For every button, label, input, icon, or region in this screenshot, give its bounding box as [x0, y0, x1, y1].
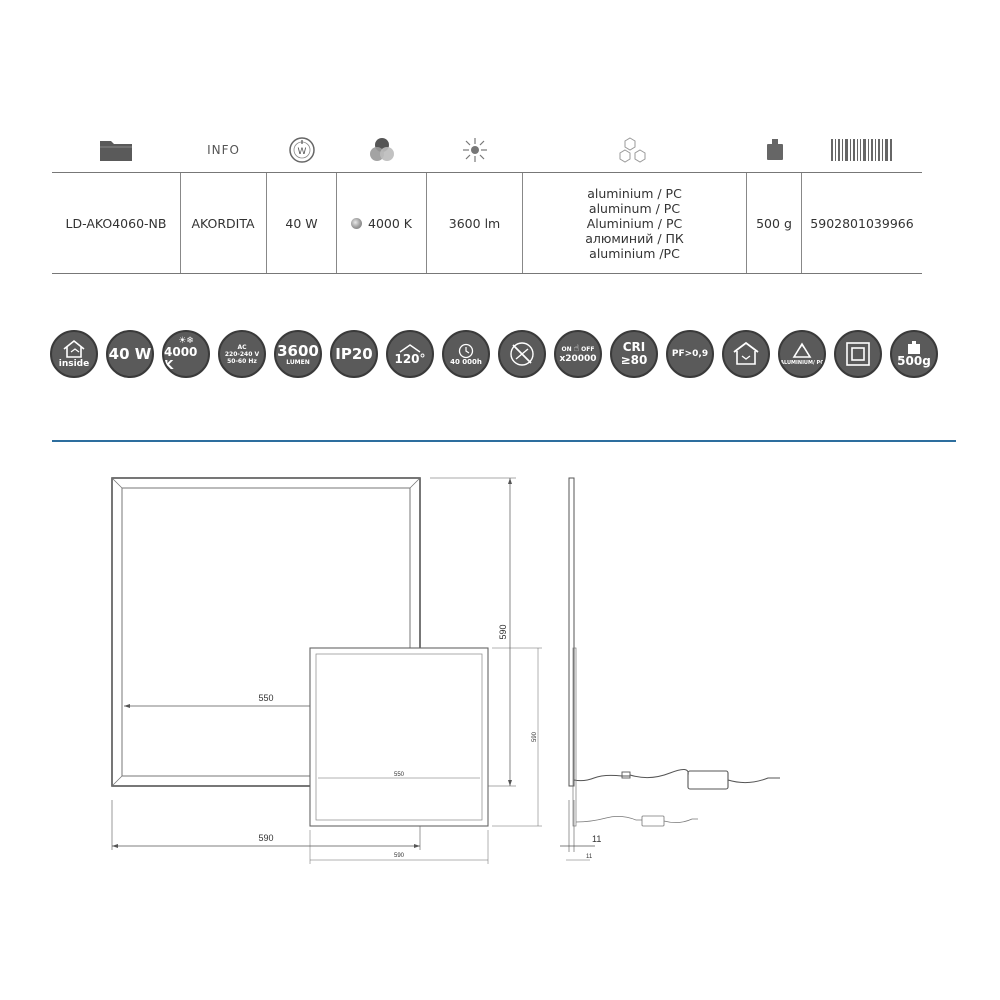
side-view-small [566, 648, 698, 860]
dim-label-550: 550 [258, 693, 274, 703]
no-dimming-badge [498, 330, 546, 378]
front-view-small [310, 648, 542, 864]
recessed-house-icon [732, 341, 760, 367]
ac-label: AC [237, 343, 247, 351]
ip-badge-label: IP20 [335, 345, 373, 363]
power-factor-badge [666, 330, 714, 378]
power-badge-label: 40 W [108, 345, 152, 363]
house-icon [61, 339, 87, 359]
cell-lumen [427, 173, 523, 273]
luminous-flux-icon [461, 136, 489, 164]
product-name: AKORDITA [191, 215, 255, 231]
recycle-icon [791, 342, 813, 360]
header-material [523, 128, 747, 172]
switch-off-label: OFF [581, 345, 595, 353]
section-divider [52, 440, 956, 442]
cct-badge [162, 330, 210, 378]
cell-info [180, 173, 267, 273]
lumen-badge-value: 3600 [277, 341, 319, 360]
cri-label: CRI [622, 340, 646, 354]
dim-label-11: 11 [592, 834, 602, 844]
frequency-label: 50-60 Hz [227, 357, 257, 365]
material-badge [778, 330, 826, 378]
barcode-icon [831, 139, 893, 161]
recessed-badge [722, 330, 770, 378]
switch-on-label: ON [561, 345, 572, 353]
header-lumen [427, 128, 523, 172]
side-view-large [560, 478, 780, 852]
cell-power [267, 173, 337, 273]
connector [622, 772, 630, 778]
material-line: aluminum / PC [588, 200, 681, 216]
beam-angle-icon [398, 343, 422, 353]
small-driver-box [642, 816, 664, 826]
material-line: Aluminium / PC [586, 215, 683, 231]
svg-text:W: W [297, 147, 307, 157]
small-dim-label-590-v: 590 [532, 731, 538, 743]
driver-box [688, 771, 728, 789]
small-dim-label-550: 550 [393, 772, 405, 778]
dim-label-590-v: 590 [498, 624, 508, 640]
material-line: aluminium / PC [587, 185, 682, 201]
color-temperature-icon [367, 136, 397, 164]
material-badge-label: ALUMINIUM/ PC [780, 360, 824, 366]
no-dimming-icon [507, 339, 537, 369]
hand-icon: ☝ [573, 344, 580, 354]
header-info [180, 128, 267, 172]
cct-value: 4000 K [368, 215, 412, 231]
table-row [52, 172, 922, 274]
dim-label-590-h: 590 [258, 833, 274, 843]
power-badge [106, 330, 154, 378]
table-header-row [52, 128, 922, 172]
power-factor-label: PF>0,9 [671, 349, 709, 359]
beam-angle-badge [386, 330, 434, 378]
double-insulation-icon [844, 340, 872, 368]
cct-badge-label: 4000 K [164, 345, 198, 372]
cri-badge [610, 330, 658, 378]
cell-code [52, 173, 181, 273]
weight-value: 500 g [756, 215, 792, 231]
voltage-label: 220-240 V [224, 350, 260, 358]
indoor-icon [50, 330, 98, 378]
lifetime-label: 40 000h [450, 357, 482, 366]
power-value: 40 W [285, 215, 318, 231]
lumen-value: 3600 lm [448, 215, 501, 231]
voltage-badge [218, 330, 266, 378]
cell-ean [802, 173, 922, 273]
beam-angle-label: 120° [394, 351, 426, 366]
cell-material [523, 173, 747, 273]
small-dim-label-590-h: 590 [393, 853, 405, 859]
cri-value: ≥80 [620, 353, 648, 367]
material-icon [619, 136, 651, 164]
ip-badge [330, 330, 378, 378]
header-cct [337, 128, 427, 172]
folder-icon [99, 138, 133, 162]
lumen-badge-unit: LUMEN [286, 358, 310, 366]
material-line: aluminium /PC [589, 245, 680, 261]
inside-label: inside [58, 359, 90, 369]
clock-icon [458, 343, 474, 359]
switch-cycles-label: x20000 [559, 354, 597, 364]
small-outer-frame [310, 648, 488, 826]
cell-cct [337, 173, 427, 273]
cell-weight [747, 173, 802, 273]
switch-cycles-badge [554, 330, 602, 378]
small-dim-label-11: 11 [586, 854, 593, 860]
lifetime-badge [442, 330, 490, 378]
weight-badge-label: 500g [897, 353, 931, 368]
header-weight [747, 128, 802, 172]
sun-snow-icon: ☀❄ [178, 336, 194, 346]
info-label: INFO [207, 143, 240, 157]
header-code [52, 128, 180, 172]
weight-small-icon [907, 341, 921, 355]
header-power [267, 128, 337, 172]
weight-badge [890, 330, 938, 378]
lumen-badge [274, 330, 322, 378]
ean-value: 5902801039966 [810, 215, 914, 231]
feature-icons-row [50, 330, 940, 382]
header-ean [802, 128, 922, 172]
material-line: алюминий / ПК [585, 230, 684, 246]
product-code: LD-AKO4060-NB [65, 215, 167, 231]
cct-swatch [351, 218, 362, 229]
technical-drawing [0, 460, 1000, 880]
class-ii-badge [834, 330, 882, 378]
weight-icon [765, 138, 785, 162]
power-icon [288, 136, 316, 164]
